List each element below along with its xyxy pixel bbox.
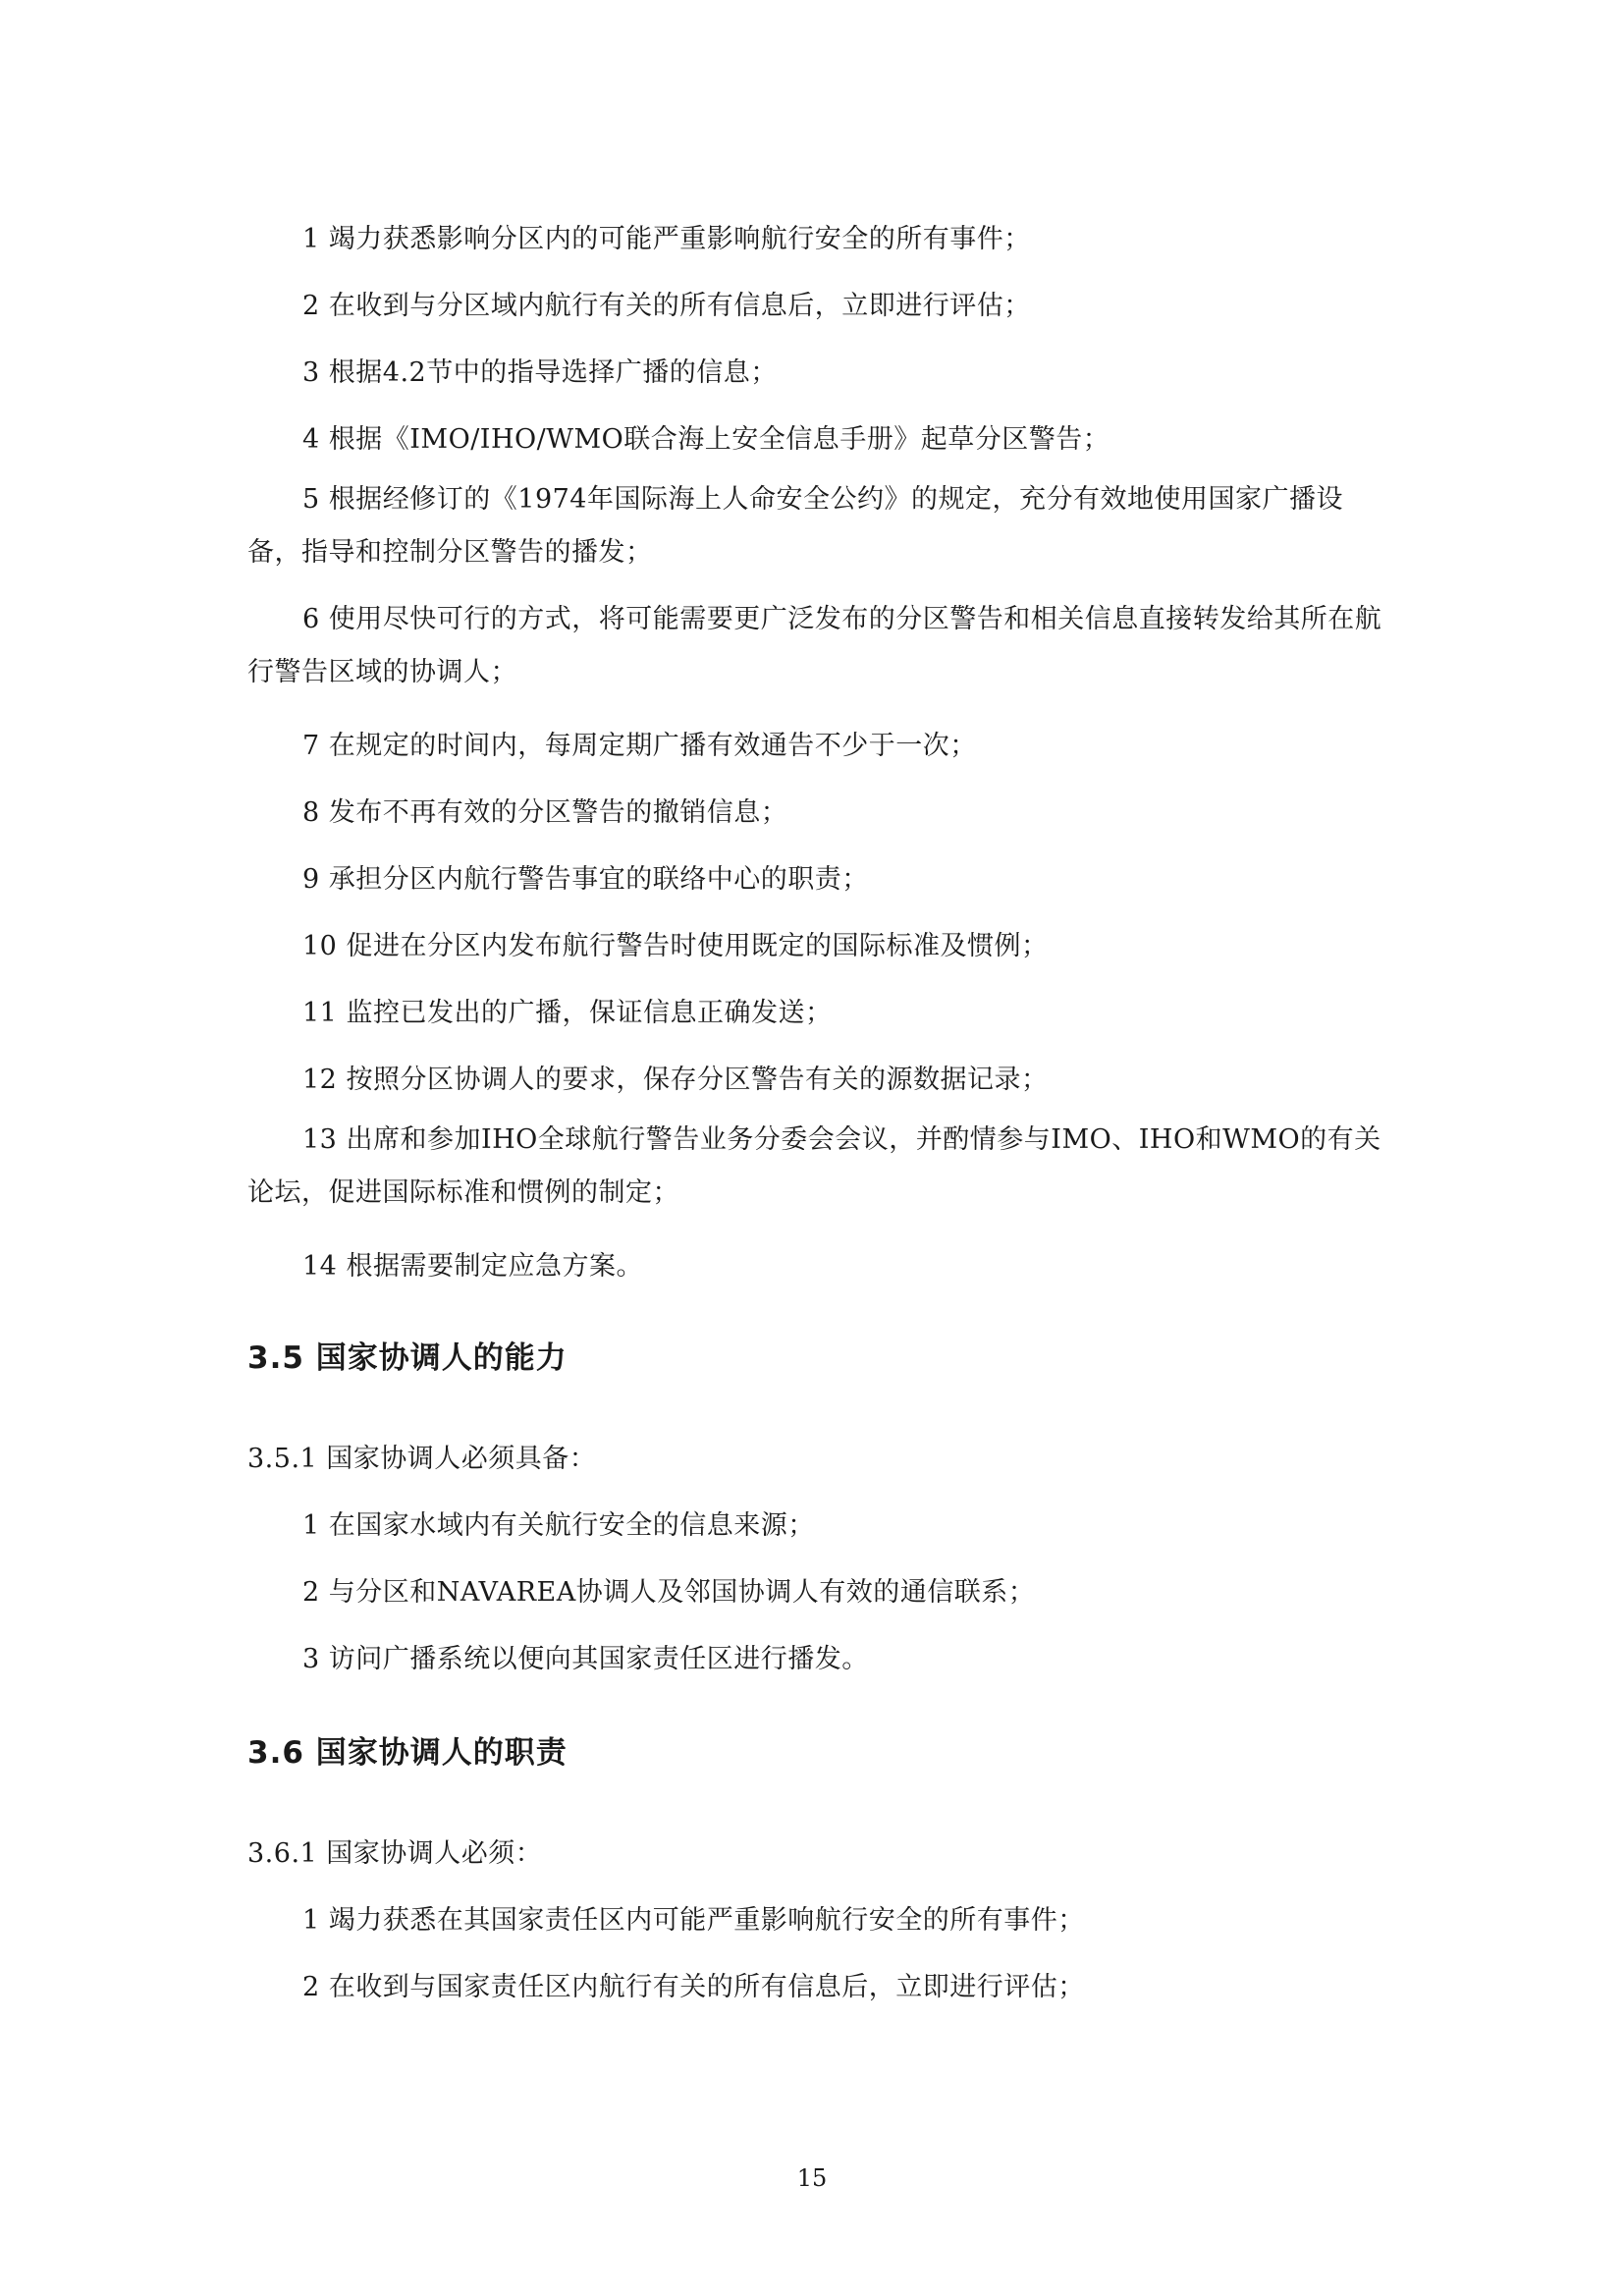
list-item: 1 竭力获悉影响分区内的可能严重影响航行安全的所有事件； bbox=[302, 224, 1031, 254]
list-item: 10 促进在分区内发布航行警告时使用既定的国际标准及惯例； bbox=[302, 931, 1049, 961]
section-heading-3-6: 3.6 国家协调人的职责 bbox=[247, 1735, 568, 1771]
list-item: 14 根据需要制定应急方案。 bbox=[302, 1251, 643, 1282]
list-item: 13 出席和参加IHO全球航行警告业务分委会会议，并酌情参与IMO、IHO和WMO的有关论坛，促进国际标准和惯例的制定； bbox=[247, 1124, 1381, 1208]
list-item: 9 承担分区内航行警告事宜的联络中心的职责； bbox=[302, 864, 869, 895]
list-item: 12 按照分区协调人的要求，保存分区警告有关的源数据记录； bbox=[302, 1065, 1049, 1095]
list-item: 11 监控已发出的广播，保证信息正确发送； bbox=[302, 998, 833, 1028]
list-item: 2 与分区和NAVAREA协调人及邻国协调人有效的通信联系； bbox=[302, 1577, 1036, 1608]
list-item: 5 根据经修订的《1974年国际海上人命安全公约》的规定，充分有效地使用国家广播设备，指导和控制分区警告的播发； bbox=[247, 484, 1343, 568]
page-content bbox=[247, 206, 1386, 2021]
list-item: 1 在国家水域内有关航行安全的信息来源； bbox=[302, 1510, 815, 1541]
clause-3-6-1: 3.6.1 国家协调人必须： bbox=[247, 1838, 543, 1869]
list-item: 6 使用尽快可行的方式，将可能需要更广泛发布的分区警告和相关信息直接转发给其所在航行警告区域的协调人； bbox=[247, 604, 1382, 687]
clause-3-5-1: 3.5.1 国家协调人必须具备： bbox=[247, 1444, 597, 1474]
list-item: 3 根据4.2节中的指导选择广播的信息； bbox=[302, 357, 778, 388]
page-number: 15 bbox=[796, 2164, 828, 2192]
list-item: 4 根据《IMO/IHO/WMO联合海上安全信息手册》起草分区警告； bbox=[302, 424, 1110, 455]
list-item: 8 发布不再有效的分区警告的撤销信息； bbox=[302, 797, 788, 828]
list-item: 2 在收到与国家责任区内航行有关的所有信息后，立即进行评估； bbox=[302, 1972, 1085, 2002]
list-item: 2 在收到与分区域内航行有关的所有信息后，立即进行评估； bbox=[302, 291, 1031, 321]
list-item: 1 竭力获悉在其国家责任区内可能严重影响航行安全的所有事件； bbox=[302, 1905, 1085, 1936]
list-item: 3 访问广播系统以便向其国家责任区进行播发。 bbox=[302, 1644, 869, 1674]
list-item: 7 在规定的时间内，每周定期广播有效通告不少于一次； bbox=[302, 731, 977, 761]
section-heading-3-5: 3.5 国家协调人的能力 bbox=[247, 1340, 568, 1376]
